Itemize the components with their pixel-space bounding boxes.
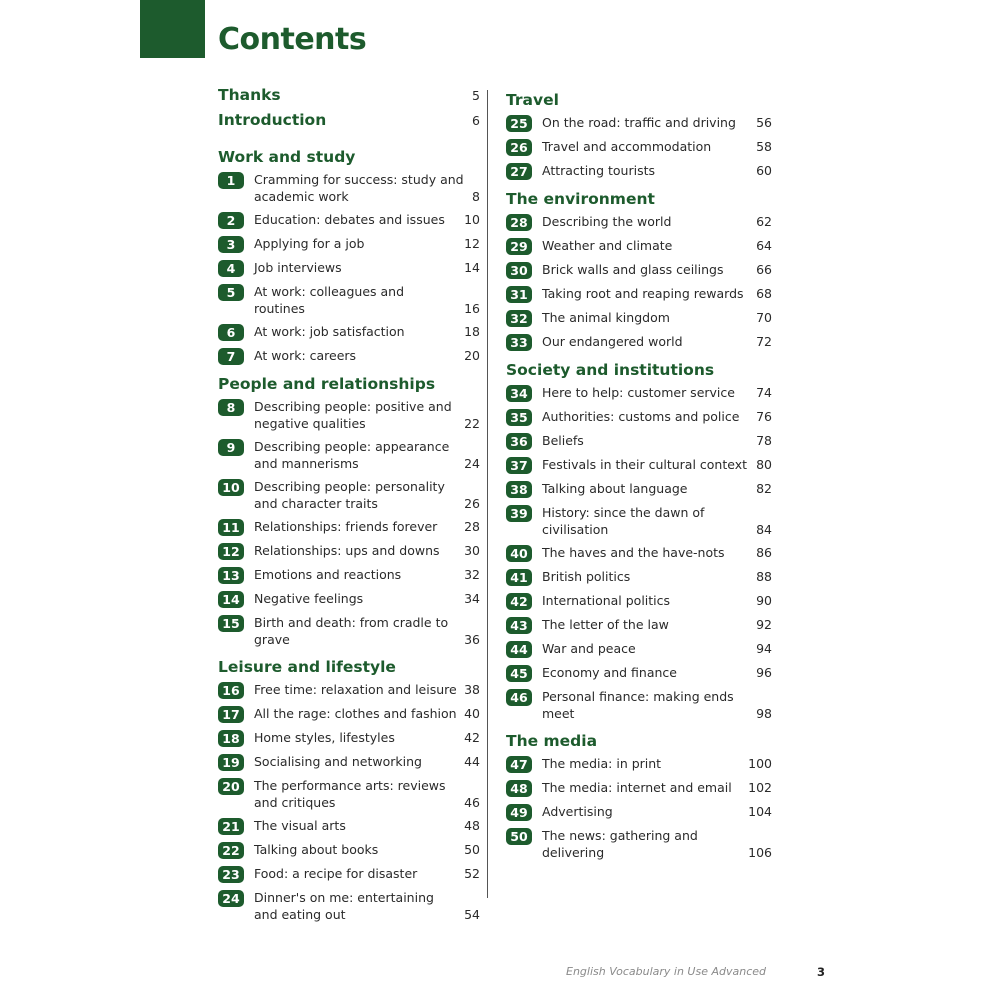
- unit-title: War and peace: [542, 641, 636, 656]
- unit-number-badge: 44: [506, 641, 532, 658]
- toc-unit-47[interactable]: [506, 756, 772, 773]
- unit-page-number: 64: [756, 238, 772, 253]
- section-heading: People and relationships: [218, 375, 436, 393]
- unit-number-badge: 1: [218, 172, 244, 189]
- unit-title: Advertising: [542, 804, 613, 819]
- section-society-and-institutions: [506, 359, 772, 722]
- unit-page-number: 14: [464, 260, 480, 275]
- unit-number-badge: 30: [506, 262, 532, 279]
- unit-page-number: 76: [756, 409, 772, 424]
- corner-tab-decoration: [140, 0, 205, 58]
- unit-body: [542, 641, 772, 658]
- toc-unit-19[interactable]: [218, 754, 480, 771]
- unit-title: Applying for a job: [254, 236, 365, 251]
- unit-number-badge: 47: [506, 756, 532, 773]
- unit-body: [254, 866, 480, 883]
- unit-page-number: 104: [748, 804, 772, 819]
- unit-page-number: 8: [472, 188, 480, 204]
- unit-title: Socialising and networking: [254, 754, 422, 769]
- unit-page-number: 100: [748, 756, 772, 771]
- unit-page-number: 72: [756, 334, 772, 349]
- toc-unit-46[interactable]: [506, 689, 772, 722]
- right-sections: [506, 89, 772, 861]
- section-travel: [506, 89, 772, 180]
- unit-number-badge: 10: [218, 479, 244, 496]
- toc-unit-37[interactable]: [506, 457, 772, 474]
- unit-title: Taking root and reaping rewards: [542, 286, 744, 301]
- unit-title: At work: colleagues and routines: [254, 284, 405, 316]
- unit-page-number: 42: [464, 730, 480, 745]
- unit-title: Home styles, lifestyles: [254, 730, 395, 745]
- unit-body: [254, 818, 480, 835]
- unit-page-number: 56: [756, 115, 772, 130]
- section-heading: Leisure and lifestyle: [218, 658, 396, 676]
- unit-number-badge: 40: [506, 545, 532, 562]
- unit-body: [254, 439, 480, 472]
- unit-body: [254, 591, 480, 608]
- section-people-and-relationships: [218, 373, 480, 648]
- unit-number-badge: 26: [506, 139, 532, 156]
- unit-number-badge: 27: [506, 163, 532, 180]
- unit-title: Festivals in their cultural context: [542, 457, 748, 472]
- toc-unit-44[interactable]: [506, 641, 772, 658]
- unit-number-badge: 6: [218, 324, 244, 341]
- unit-title: The animal kingdom: [542, 310, 670, 325]
- unit-number-badge: 39: [506, 505, 532, 522]
- footer-book-title: English Vocabulary in Use Advanced: [566, 965, 766, 978]
- unit-page-number: 90: [756, 593, 772, 608]
- unit-body: [254, 706, 480, 723]
- unit-number-badge: 37: [506, 457, 532, 474]
- unit-number-badge: 5: [218, 284, 244, 301]
- unit-title: The letter of the law: [542, 617, 669, 632]
- unit-title: Education: debates and issues: [254, 212, 445, 227]
- unit-number-badge: 38: [506, 481, 532, 498]
- toc-unit-21[interactable]: [218, 818, 480, 835]
- unit-title: International politics: [542, 593, 671, 608]
- unit-number-badge: 42: [506, 593, 532, 610]
- unit-number-badge: 18: [218, 730, 244, 747]
- unit-page-number: 62: [756, 214, 772, 229]
- unit-body: [542, 214, 772, 231]
- unit-body: [254, 778, 480, 811]
- unit-title: The media: in print: [542, 756, 662, 771]
- unit-number-badge: 15: [218, 615, 244, 632]
- unit-title: Food: a recipe for disaster: [254, 866, 418, 881]
- unit-page-number: 88: [756, 569, 772, 584]
- unit-number-badge: 41: [506, 569, 532, 586]
- unit-page-number: 84: [756, 521, 772, 537]
- unit-body: [542, 310, 772, 327]
- section-heading: The media: [506, 732, 598, 750]
- toc-entry-label: Introduction: [218, 111, 327, 129]
- unit-number-badge: 33: [506, 334, 532, 351]
- unit-body: [542, 481, 772, 498]
- unit-body: [254, 682, 480, 699]
- toc-entry-label: Thanks: [218, 86, 281, 104]
- toc-unit-3[interactable]: [218, 236, 480, 253]
- unit-number-badge: 19: [218, 754, 244, 771]
- unit-body: [542, 617, 772, 634]
- unit-number-badge: 13: [218, 567, 244, 584]
- unit-title: Describing people: appearance and mannerisms: [254, 439, 450, 471]
- unit-title: The visual arts: [254, 818, 346, 833]
- unit-number-badge: 36: [506, 433, 532, 450]
- unit-number-badge: 2: [218, 212, 244, 229]
- unit-body: [254, 730, 480, 747]
- toc-unit-23[interactable]: [218, 866, 480, 883]
- toc-unit-7[interactable]: [218, 348, 480, 365]
- toc-unit-26[interactable]: [506, 139, 772, 156]
- unit-title: Describing people: personality and character traits: [254, 479, 445, 511]
- unit-title: Attracting tourists: [542, 163, 656, 178]
- unit-page-number: 78: [756, 433, 772, 448]
- unit-body: [542, 569, 772, 586]
- unit-number-badge: 16: [218, 682, 244, 699]
- unit-body: [542, 163, 772, 180]
- toc-unit-18[interactable]: [218, 730, 480, 747]
- unit-number-badge: 8: [218, 399, 244, 416]
- unit-body: [542, 828, 772, 861]
- unit-title: At work: job satisfaction: [254, 324, 405, 339]
- toc-unit-40[interactable]: [506, 545, 772, 562]
- unit-title: The haves and the have-nots: [542, 545, 725, 560]
- unit-title: Here to help: customer service: [542, 385, 735, 400]
- unit-page-number: 106: [748, 844, 772, 860]
- unit-page-number: 26: [464, 495, 480, 511]
- toc-entry-introduction[interactable]: [218, 111, 480, 136]
- unit-title: Dinner's on me: entertaining and eating out: [254, 890, 434, 922]
- unit-page-number: 96: [756, 665, 772, 680]
- toc-unit-48[interactable]: [506, 780, 772, 797]
- unit-body: [254, 890, 480, 923]
- unit-number-badge: 11: [218, 519, 244, 536]
- unit-body: [254, 479, 480, 512]
- unit-number-badge: 7: [218, 348, 244, 365]
- unit-title: British politics: [542, 569, 631, 584]
- toc-unit-9[interactable]: [218, 439, 480, 472]
- toc-unit-35[interactable]: [506, 409, 772, 426]
- unit-body: [542, 780, 772, 797]
- unit-page-number: 92: [756, 617, 772, 632]
- toc-unit-27[interactable]: [506, 163, 772, 180]
- unit-title: Personal finance: making ends meet: [542, 689, 734, 721]
- toc-unit-30[interactable]: [506, 262, 772, 279]
- unit-page-number: 82: [756, 481, 772, 496]
- unit-body: [542, 334, 772, 351]
- unit-title: Brick walls and glass ceilings: [542, 262, 724, 277]
- contents-column-right: [506, 86, 772, 869]
- unit-title: On the road: traffic and driving: [542, 115, 736, 130]
- unit-number-badge: 3: [218, 236, 244, 253]
- page-title: Contents: [218, 22, 367, 57]
- toc-unit-29[interactable]: [506, 238, 772, 255]
- toc-unit-34[interactable]: [506, 385, 772, 402]
- unit-page-number: 86: [756, 545, 772, 560]
- unit-page-number: 36: [464, 631, 480, 647]
- unit-page-number: 40: [464, 706, 480, 721]
- unit-page-number: 52: [464, 866, 480, 881]
- toc-unit-24[interactable]: [218, 890, 480, 923]
- unit-page-number: 80: [756, 457, 772, 472]
- unit-body: [542, 385, 772, 402]
- unit-body: [254, 842, 480, 859]
- unit-body: [254, 260, 480, 277]
- unit-body: [542, 115, 772, 132]
- unit-page-number: 48: [464, 818, 480, 833]
- unit-body: [254, 348, 480, 365]
- unit-number-badge: 17: [218, 706, 244, 723]
- unit-title: All the rage: clothes and fashion: [254, 706, 457, 721]
- unit-title: Relationships: ups and downs: [254, 543, 440, 558]
- unit-body: [254, 236, 480, 253]
- unit-page-number: 18: [464, 324, 480, 339]
- unit-number-badge: 29: [506, 238, 532, 255]
- unit-page-number: 46: [464, 794, 480, 810]
- unit-number-badge: 46: [506, 689, 532, 706]
- toc-unit-50[interactable]: [506, 828, 772, 861]
- toc-unit-1[interactable]: [218, 172, 480, 205]
- left-sections: [218, 146, 480, 923]
- toc-unit-5[interactable]: [218, 284, 480, 317]
- unit-page-number: 28: [464, 519, 480, 534]
- toc-unit-11[interactable]: [218, 519, 480, 536]
- section-leisure-and-lifestyle: [218, 656, 480, 923]
- toc-unit-12[interactable]: [218, 543, 480, 560]
- unit-title: Weather and climate: [542, 238, 673, 253]
- toc-unit-15[interactable]: [218, 615, 480, 648]
- unit-title: Free time: relaxation and leisure: [254, 682, 457, 697]
- toc-unit-16[interactable]: [218, 682, 480, 699]
- unit-body: [254, 615, 480, 648]
- toc-unit-4[interactable]: [218, 260, 480, 277]
- unit-title: At work: careers: [254, 348, 357, 363]
- unit-title: Relationships: friends forever: [254, 519, 438, 534]
- unit-number-badge: 48: [506, 780, 532, 797]
- unit-body: [254, 567, 480, 584]
- unit-body: [542, 756, 772, 773]
- unit-body: [254, 324, 480, 341]
- toc-unit-43[interactable]: [506, 617, 772, 634]
- unit-number-badge: 28: [506, 214, 532, 231]
- toc-unit-10[interactable]: [218, 479, 480, 512]
- toc-unit-28[interactable]: [506, 214, 772, 231]
- unit-title: Our endangered world: [542, 334, 683, 349]
- toc-unit-45[interactable]: [506, 665, 772, 682]
- unit-page-number: 38: [464, 682, 480, 697]
- toc-unit-49[interactable]: [506, 804, 772, 821]
- toc-unit-42[interactable]: [506, 593, 772, 610]
- section-the-environment: [506, 188, 772, 351]
- toc-unit-39[interactable]: [506, 505, 772, 538]
- section-the-media: [506, 730, 772, 861]
- toc-unit-8[interactable]: [218, 399, 480, 432]
- section-heading: Travel: [506, 91, 559, 109]
- unit-page-number: 50: [464, 842, 480, 857]
- unit-number-badge: 23: [218, 866, 244, 883]
- unit-page-number: 66: [756, 262, 772, 277]
- toc-unit-13[interactable]: [218, 567, 480, 584]
- unit-page-number: 30: [464, 543, 480, 558]
- unit-number-badge: 12: [218, 543, 244, 560]
- unit-number-badge: 25: [506, 115, 532, 132]
- unit-page-number: 20: [464, 348, 480, 363]
- unit-body: [254, 212, 480, 229]
- unit-body: [542, 457, 772, 474]
- unit-body: [254, 284, 480, 317]
- unit-title: Beliefs: [542, 433, 584, 448]
- unit-title: The news: gathering and delivering: [542, 828, 698, 860]
- toc-unit-31[interactable]: [506, 286, 772, 303]
- unit-page-number: 54: [464, 906, 480, 922]
- toc-unit-36[interactable]: [506, 433, 772, 450]
- unit-title: Emotions and reactions: [254, 567, 402, 582]
- unit-title: History: since the dawn of civilisation: [542, 505, 705, 537]
- unit-body: [542, 804, 772, 821]
- toc-entry-page: 5: [472, 88, 480, 103]
- unit-body: [254, 543, 480, 560]
- unit-title: Economy and finance: [542, 665, 677, 680]
- unit-title: Authorities: customs and police: [542, 409, 740, 424]
- toc-unit-6[interactable]: [218, 324, 480, 341]
- unit-body: [542, 433, 772, 450]
- unit-page-number: 24: [464, 455, 480, 471]
- page-footer: [0, 965, 1000, 981]
- unit-body: [542, 593, 772, 610]
- unit-number-badge: 32: [506, 310, 532, 327]
- unit-body: [542, 409, 772, 426]
- toc-entry-thanks[interactable]: [218, 86, 480, 111]
- unit-number-badge: 14: [218, 591, 244, 608]
- toc-unit-38[interactable]: [506, 481, 772, 498]
- unit-title: Job interviews: [254, 260, 342, 275]
- unit-page-number: 44: [464, 754, 480, 769]
- unit-page-number: 102: [748, 780, 772, 795]
- unit-number-badge: 22: [218, 842, 244, 859]
- unit-body: [254, 519, 480, 536]
- unit-title: Birth and death: from cradle to grave: [254, 615, 449, 647]
- unit-number-badge: 24: [218, 890, 244, 907]
- unit-number-badge: 45: [506, 665, 532, 682]
- unit-title: Cramming for success: study and academic work: [254, 172, 464, 204]
- unit-title: Talking about books: [254, 842, 379, 857]
- toc-unit-17[interactable]: [218, 706, 480, 723]
- unit-body: [542, 139, 772, 156]
- unit-title: Describing the world: [542, 214, 672, 229]
- toc-unit-32[interactable]: [506, 310, 772, 327]
- unit-body: [542, 262, 772, 279]
- unit-page-number: 70: [756, 310, 772, 325]
- unit-number-badge: 9: [218, 439, 244, 456]
- unit-body: [254, 754, 480, 771]
- unit-number-badge: 4: [218, 260, 244, 277]
- unit-title: Negative feelings: [254, 591, 364, 606]
- unit-number-badge: 35: [506, 409, 532, 426]
- section-heading: The environment: [506, 190, 655, 208]
- toc-unit-25[interactable]: [506, 115, 772, 132]
- toc-unit-41[interactable]: [506, 569, 772, 586]
- unit-title: Talking about language: [542, 481, 688, 496]
- unit-title: The performance arts: reviews and critiques: [254, 778, 446, 810]
- footer-page-number: 3: [817, 965, 826, 979]
- unit-page-number: 68: [756, 286, 772, 301]
- unit-number-badge: 43: [506, 617, 532, 634]
- unit-page-number: 32: [464, 567, 480, 582]
- toc-unit-14[interactable]: [218, 591, 480, 608]
- unit-page-number: 10: [464, 212, 480, 227]
- unit-page-number: 60: [756, 163, 772, 178]
- toc-unit-2[interactable]: [218, 212, 480, 229]
- unit-title: The media: internet and email: [542, 780, 732, 795]
- unit-page-number: 22: [464, 415, 480, 431]
- unit-number-badge: 49: [506, 804, 532, 821]
- unit-number-badge: 20: [218, 778, 244, 795]
- toc-unit-33[interactable]: [506, 334, 772, 351]
- unit-body: [542, 505, 772, 538]
- unit-number-badge: 31: [506, 286, 532, 303]
- toc-unit-22[interactable]: [218, 842, 480, 859]
- unit-body: [254, 172, 480, 205]
- unit-body: [542, 689, 772, 722]
- unit-body: [542, 286, 772, 303]
- section-heading: Society and institutions: [506, 361, 715, 379]
- unit-body: [542, 545, 772, 562]
- unit-page-number: 98: [756, 705, 772, 721]
- column-divider: [487, 90, 488, 898]
- unit-body: [542, 238, 772, 255]
- unit-number-badge: 34: [506, 385, 532, 402]
- toc-unit-20[interactable]: [218, 778, 480, 811]
- unit-title: Travel and accommodation: [542, 139, 712, 154]
- contents-column-left: [218, 86, 480, 931]
- unit-page-number: 74: [756, 385, 772, 400]
- unit-body: [254, 399, 480, 432]
- unit-page-number: 34: [464, 591, 480, 606]
- unit-page-number: 94: [756, 641, 772, 656]
- unit-page-number: 16: [464, 300, 480, 316]
- unit-number-badge: 21: [218, 818, 244, 835]
- unit-page-number: 12: [464, 236, 480, 251]
- unit-body: [542, 665, 772, 682]
- unit-number-badge: 50: [506, 828, 532, 845]
- unit-page-number: 58: [756, 139, 772, 154]
- unit-title: Describing people: positive and negative qualities: [254, 399, 452, 431]
- section-heading: Work and study: [218, 148, 356, 166]
- toc-entry-page: 6: [472, 113, 480, 128]
- section-work-and-study: [218, 146, 480, 365]
